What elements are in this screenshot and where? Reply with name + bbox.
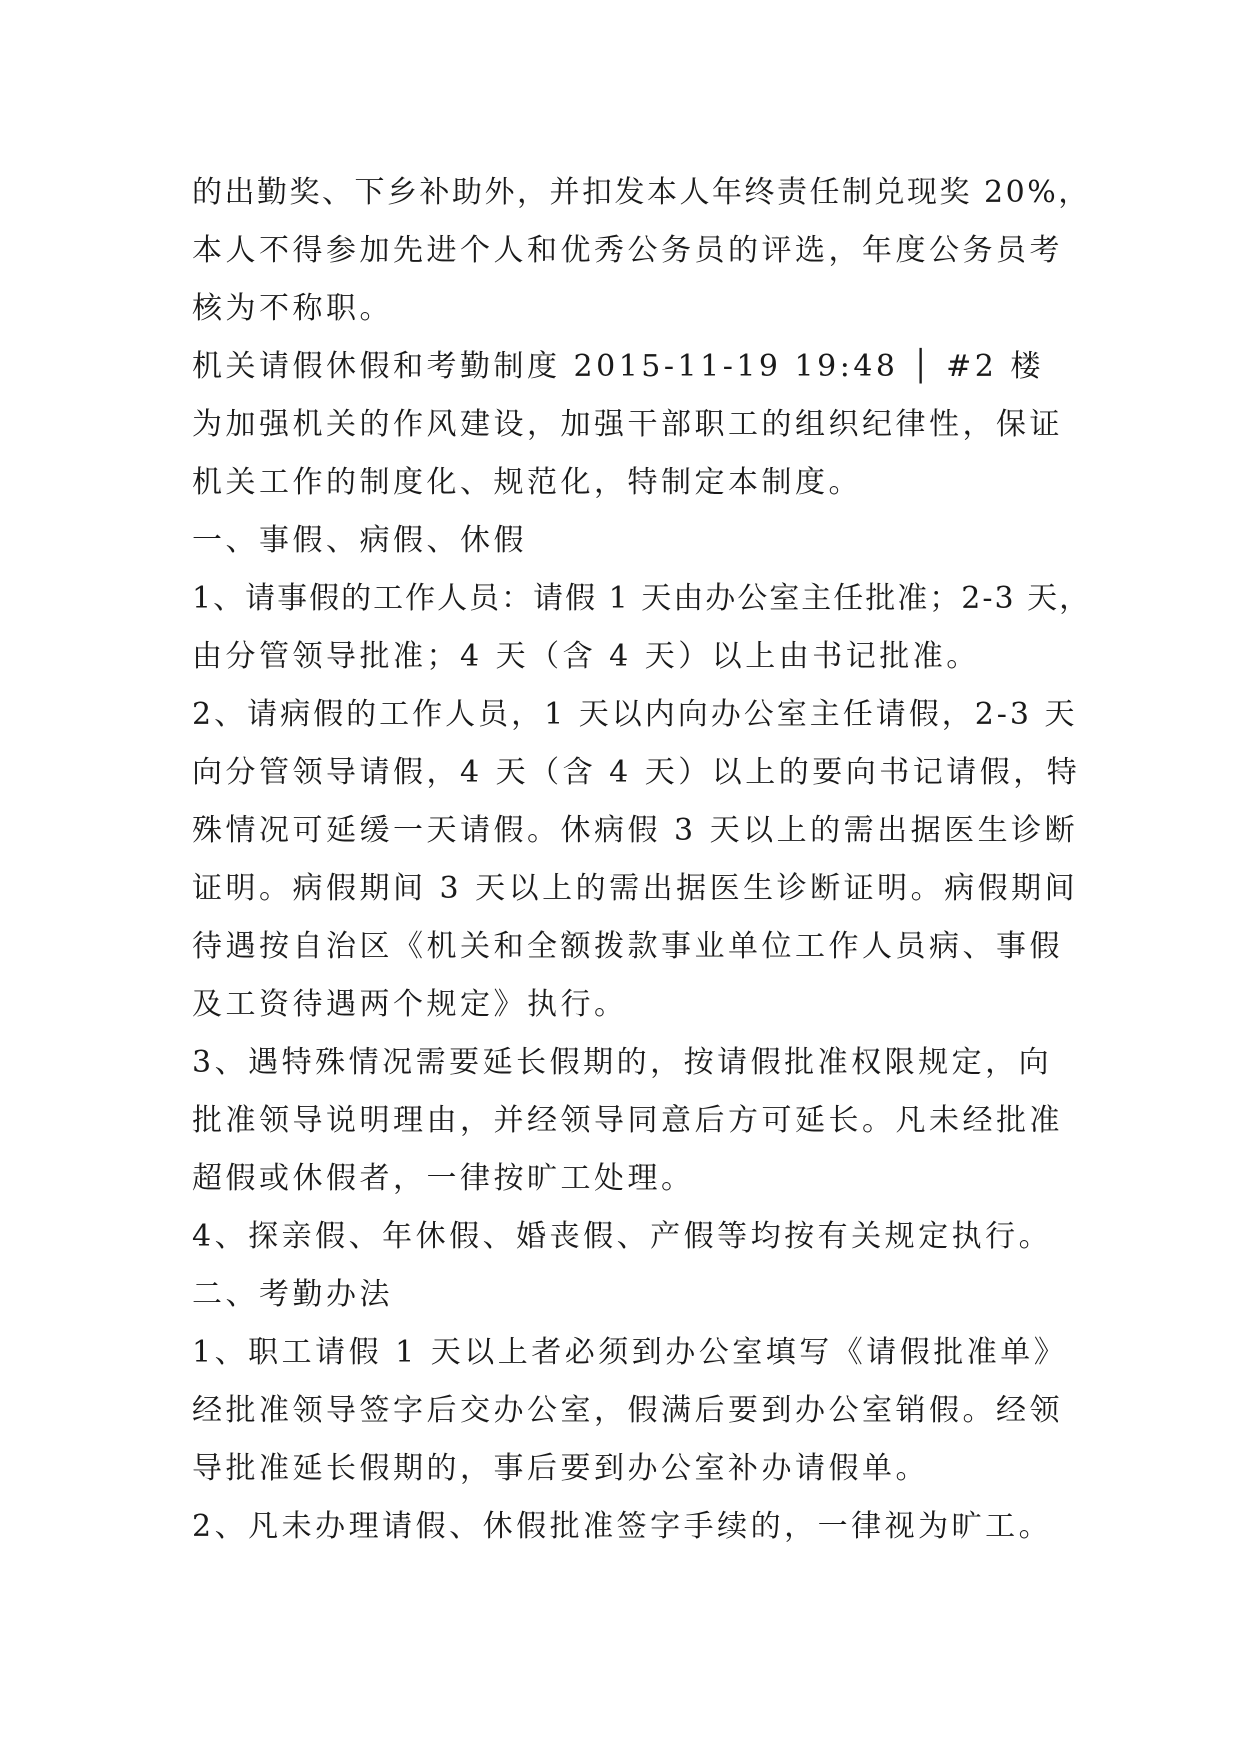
text-line: 殊情况可延缓一天请假。休病假 3 天以上的需出据医生诊断 [192,813,1079,848]
section-heading: 一、事假、病假、休假 [192,523,527,558]
text-line: 2、凡未办理请假、休假批准签字手续的，一律视为旷工。 [192,1509,1053,1544]
text-line: 批准领导说明理由，并经领导同意后方可延长。凡未经批准 [192,1103,1063,1138]
text-line: 3、遇特殊情况需要延长假期的，按请假批准权限规定，向 [192,1045,1053,1080]
text-line: 为加强机关的作风建设，加强干部职工的组织纪律性，保证 [192,407,1063,442]
post-header: 机关请假休假和考勤制度 2015-11-19 19:48 │ #2 楼 [192,349,1044,384]
text-line: 1、请事假的工作人员：请假 1 天由办公室主任批准；2-3 天， [192,581,1092,616]
text-line: 的出勤奖、下乡补助外，并扣发本人年终责任制兑现奖 20%， [192,175,1091,210]
document-body [192,164,1092,1556]
text-line: 1、职工请假 1 天以上者必须到办公室填写《请假批准单》 [192,1335,1068,1370]
text-line: 4、探亲假、年休假、婚丧假、产假等均按有关规定执行。 [192,1219,1053,1254]
text-line: 证明。病假期间 3 天以上的需出据医生诊断证明。病假期间 [192,871,1079,906]
text-line: 机关工作的制度化、规范化，特制定本制度。 [192,465,862,500]
text-line: 核为不称职。 [192,291,393,326]
text-line: 超假或休假者，一律按旷工处理。 [192,1161,695,1196]
text-line: 及工资待遇两个规定》执行。 [192,987,628,1022]
text-line: 待遇按自治区《机关和全额拨款事业单位工作人员病、事假 [192,929,1063,964]
text-line: 本人不得参加先进个人和优秀公务员的评选，年度公务员考 [192,233,1063,268]
text-line: 向分管领导请假，4 天（含 4 天）以上的要向书记请假，特 [192,755,1081,790]
text-line: 由分管领导批准；4 天（含 4 天）以上由书记批准。 [192,639,980,674]
text-line: 导批准延长假期的，事后要到办公室补办请假单。 [192,1451,929,1486]
text-line: 2、请病假的工作人员，1 天以内向办公室主任请假，2-3 天 [192,697,1078,732]
section-heading: 二、考勤办法 [192,1277,393,1312]
text-line: 经批准领导签字后交办公室，假满后要到办公室销假。经领 [192,1393,1063,1428]
